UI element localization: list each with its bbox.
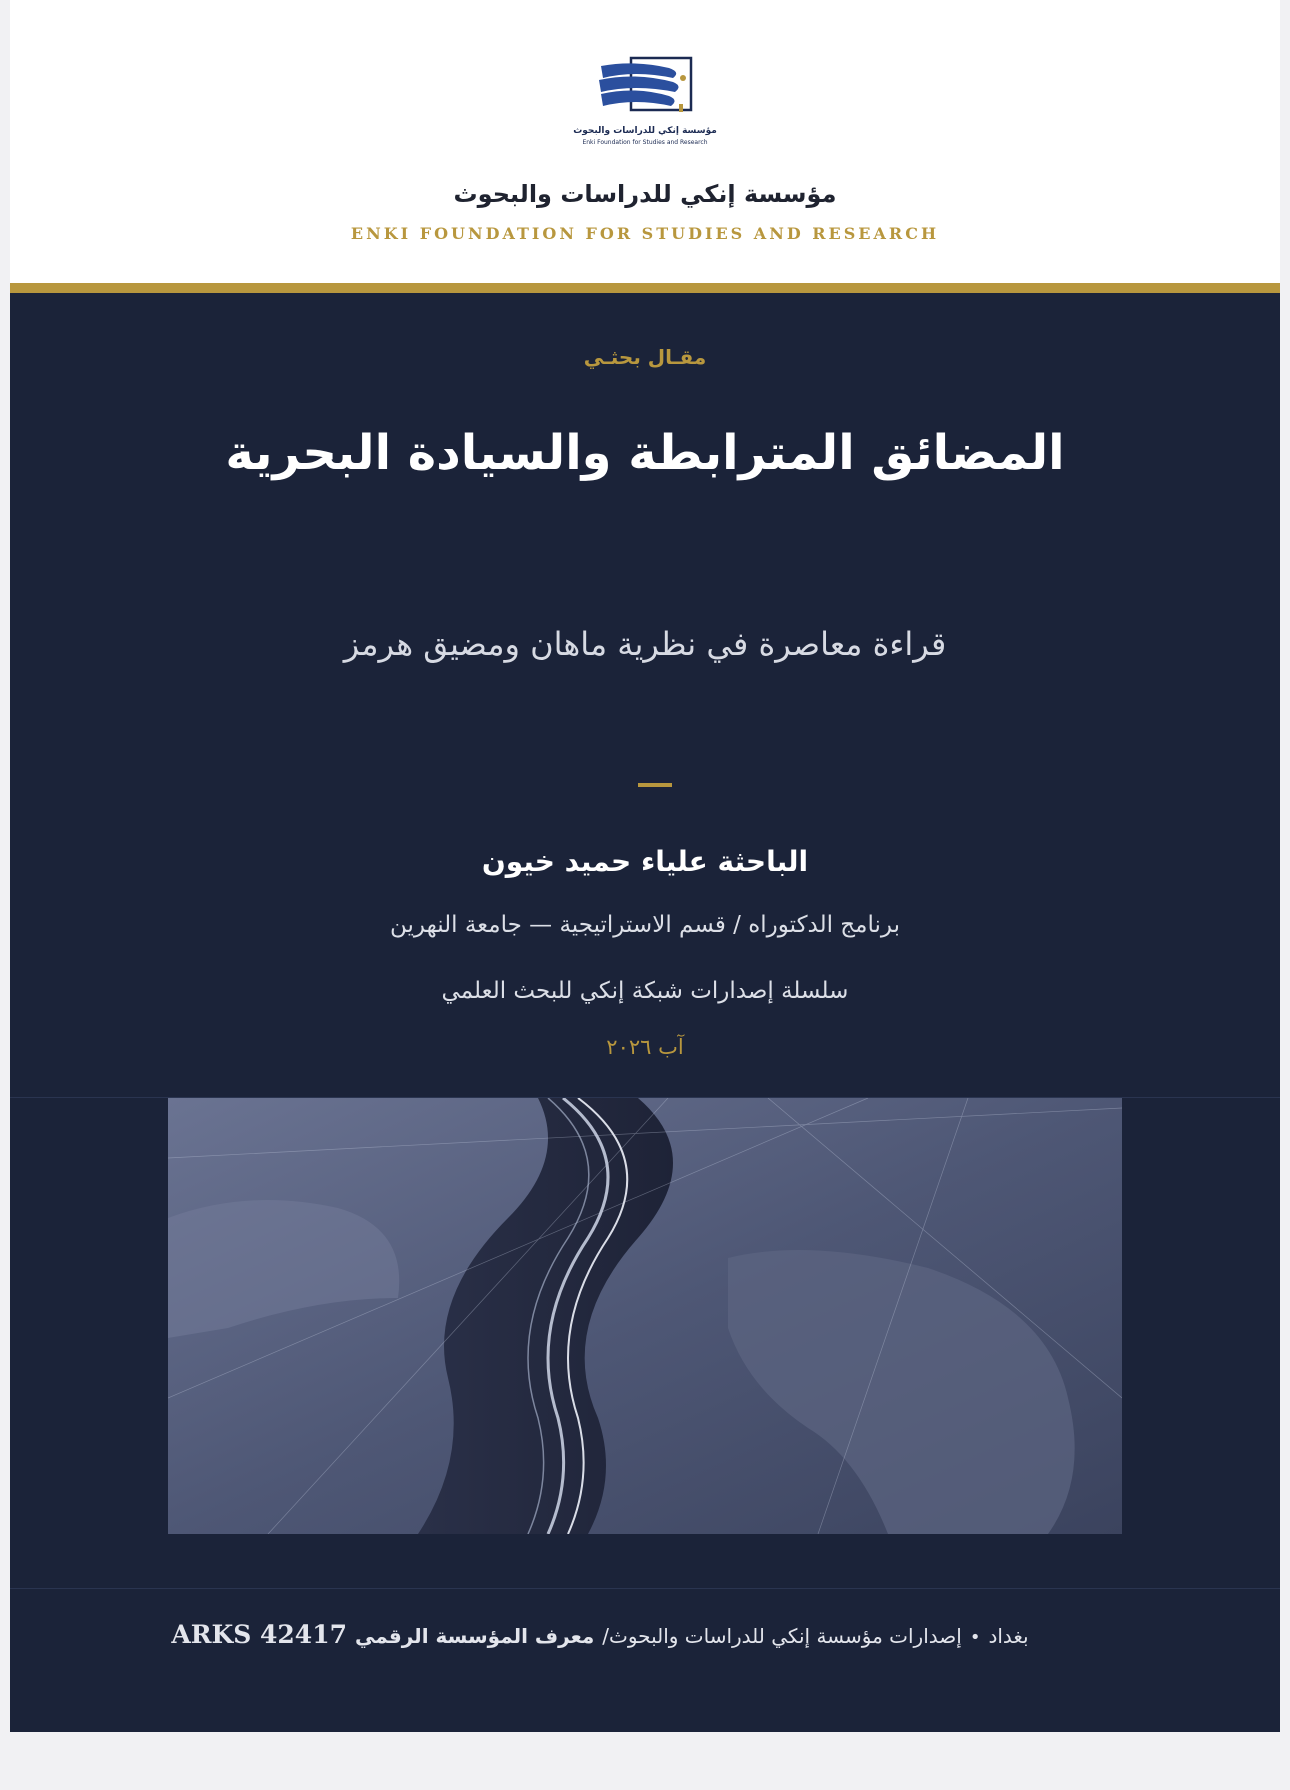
logo-caption-arabic: مؤسسة إنكي للدراسات والبحوث — [573, 126, 717, 136]
logo-caption-english: Enki Foundation for Studies and Research — [582, 139, 708, 146]
strait-illustration — [168, 1098, 1122, 1534]
header — [10, 0, 1280, 283]
footer-id-value: ARKS 42417 — [171, 1620, 347, 1649]
footer — [150, 1620, 1050, 1649]
series-name: سلسلة إصدارات شبكة إنكي للبحث العلمي — [441, 978, 849, 1004]
author-affiliation: برنامج الدكتوراه / قسم الاستراتيجية — جامعة النهرين — [390, 912, 900, 938]
org-name-arabic: مؤسسة إنكي للدراسات والبحوث — [453, 180, 837, 208]
accent-dash — [638, 783, 672, 787]
page-title: المضائق المترابطة والسيادة البحرية — [225, 425, 1065, 481]
author-name: الباحثة علياء حميد خيون — [481, 845, 809, 878]
footer-publisher: إصدارات مؤسسة إنكي للدراسات والبحوث/ — [602, 1624, 962, 1648]
page-subtitle: قراءة معاصرة في نظرية ماهان ومضيق هرمز — [343, 625, 947, 663]
footer-location: بغداد — [988, 1624, 1029, 1648]
bullet-icon: • — [969, 1627, 981, 1648]
publication-date: آب ٢٠٢٦ — [606, 1035, 684, 1059]
footer-id-label: معرف المؤسسة الرقمي — [355, 1624, 595, 1648]
enki-logo-icon — [595, 56, 695, 120]
org-name-english: ENKI FOUNDATION FOR STUDIES AND RESEARCH — [350, 224, 940, 243]
cover-page — [10, 0, 1280, 1732]
article-type-label: مقـال بحثـي — [583, 345, 707, 369]
gold-divider — [10, 283, 1280, 293]
footer-divider — [10, 1588, 1280, 1589]
